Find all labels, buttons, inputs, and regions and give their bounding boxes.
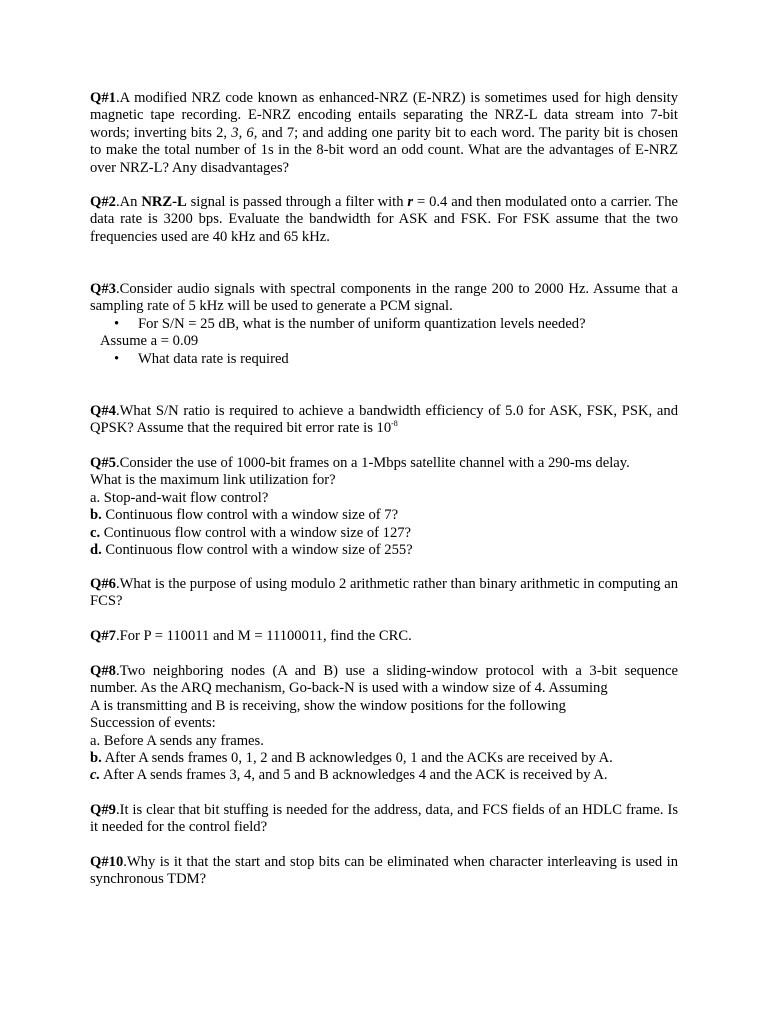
question-3: [90, 281, 678, 368]
question-9-label: Q#9: [90, 802, 116, 818]
question-8-option-a: a. Before A sends any frames.: [90, 732, 264, 749]
question-5-line-2: What is the maximum link utilization for?: [90, 472, 336, 489]
question-2-r-symbol: r: [407, 194, 414, 210]
question-5: [90, 455, 678, 559]
question-1-italic-3: 3,: [231, 124, 243, 141]
question-2-text: .An: [115, 194, 142, 210]
question-5-text: .Consider the use of 1000-bit frames on a 1-Mbps satellite channel with a 290-ms delay.: [115, 455, 630, 471]
question-5-option-a: a. Stop-and-wait flow control?: [90, 489, 269, 506]
question-10-text: .Why is it that the start and stop bits can be eliminated when character interleaving is used in synchronous TDM?: [90, 854, 678, 888]
question-5-option-d-label: d.: [90, 542, 102, 559]
question-6: [90, 576, 678, 611]
question-8-option-c-text: After A sends frames 3, 4, and 5 and B acknowledges 4 and the ACK is received by A.: [100, 767, 608, 784]
question-4-label: Q#4: [90, 403, 116, 419]
question-5-option-c: [90, 525, 678, 542]
question-2: [90, 194, 678, 246]
question-8: [90, 663, 678, 785]
question-5-option-c-label: c.: [90, 524, 101, 541]
question-8-text: .Two neighboring nodes (A and B) use a sliding-window protocol with a 3-bit sequence number. As the ARQ mechanism, Go-back-N is used with a window size of 4. Assuming: [90, 663, 678, 697]
question-7-label: Q#7: [90, 628, 116, 644]
question-2-text-b: signal is passed through a filter with: [186, 194, 408, 210]
bullet-icon: •: [114, 315, 120, 332]
question-8-line-2: A is transmitting and B is receiving, show the window positions for the following: [90, 697, 566, 714]
question-5-option-b-text: Continuous flow control with a window size of 7?: [101, 507, 399, 524]
question-5-option-c-text: Continuous flow control with a window size of 127?: [100, 524, 412, 541]
question-10-label: Q#10: [90, 854, 124, 870]
question-4: [90, 403, 678, 438]
question-10: [90, 854, 678, 889]
question-9: [90, 802, 678, 837]
question-1-italic-6: 6,: [246, 124, 258, 141]
question-3-bullet-2-text: What data rate is required: [138, 350, 289, 367]
question-2-nrzl: NRZ-L: [141, 194, 187, 210]
question-8-option-b: [90, 750, 678, 767]
question-3-bullet-1: [90, 316, 678, 333]
question-5-option-b-label: b.: [90, 507, 102, 524]
question-6-label: Q#6: [90, 576, 116, 592]
question-5-line-1: [90, 455, 678, 472]
question-7-text: .For P = 110011 and M = 11100011, find the CRC.: [115, 628, 412, 644]
question-3-assume: Assume a = 0.09: [100, 333, 199, 350]
question-8-option-c-label: c.: [90, 767, 101, 784]
question-7: [90, 628, 678, 645]
question-3-bullet-1-text: For S/N = 25 dB, what is the number of uniform quantization levels needed?: [138, 315, 586, 332]
question-1: [90, 90, 678, 177]
question-3-label: Q#3: [90, 281, 116, 297]
question-8-label: Q#8: [90, 663, 116, 679]
question-8-option-b-label: b.: [90, 750, 102, 767]
question-3-bullet-2: [90, 351, 678, 368]
question-9-text: .It is clear that bit stuffing is needed for the address, data, and FCS fields of an HDLC frame. Is it needed for the control field?: [90, 802, 678, 836]
question-8-line-3: Succession of events:: [90, 715, 216, 732]
question-5-option-b: [90, 507, 678, 524]
question-3-stem: [90, 281, 678, 316]
question-5-option-d-text: Continuous flow control with a window size of 255?: [101, 542, 413, 559]
question-2-label: Q#2: [90, 194, 116, 210]
question-8-option-b-text: After A sends frames 0, 1, 2 and B acknowledges 0, 1 and the ACKs are received by A.: [101, 750, 613, 767]
question-4-exponent: -8: [391, 419, 398, 429]
question-6-text: .What is the purpose of using modulo 2 arithmetic rather than binary arithmetic in computing an FCS?: [90, 576, 678, 610]
question-1-text: .A modified NRZ code known as enhanced-NRZ (E-NRZ) is sometimes used for high density magnetic tape recording. E-NRZ encoding entails separating the NRZ-L data stream into 7-bit words; inverting bits 2,: [90, 90, 678, 141]
question-8-option-c: [90, 767, 678, 784]
question-5-option-d: [90, 542, 678, 559]
bullet-icon: •: [114, 350, 120, 367]
question-4-text: .What S/N ratio is required to achieve a bandwidth efficiency of 5.0 for ASK, FSK, PSK, and QPSK? Assume that the required bit error rate is 10: [90, 403, 678, 437]
question-8-stem: [90, 663, 678, 698]
question-1-label: Q#1: [90, 90, 116, 106]
question-5-label: Q#5: [90, 455, 116, 471]
question-1-text-cont: and 7; and adding one parity bit to each word. The parity bit is chosen to make the total number of 1s in the 8-bit word an odd count. What are the advantages of E-NRZ over NRZ-L? Any disadvantages?: [90, 124, 678, 176]
question-2-text-c: = 0.4 and then modulated onto a carrier. The data rate is 3200 bps. Evaluate the bandwidth for ASK and FSK. For FSK assume that the two frequencies used are 40 kHz and 65 kHz.: [90, 194, 678, 245]
question-3-text: .Consider audio signals with spectral components in the range 200 to 2000 Hz. Assume that a sampling rate of 5 kHz will be used to generate a PCM signal.: [90, 281, 678, 315]
